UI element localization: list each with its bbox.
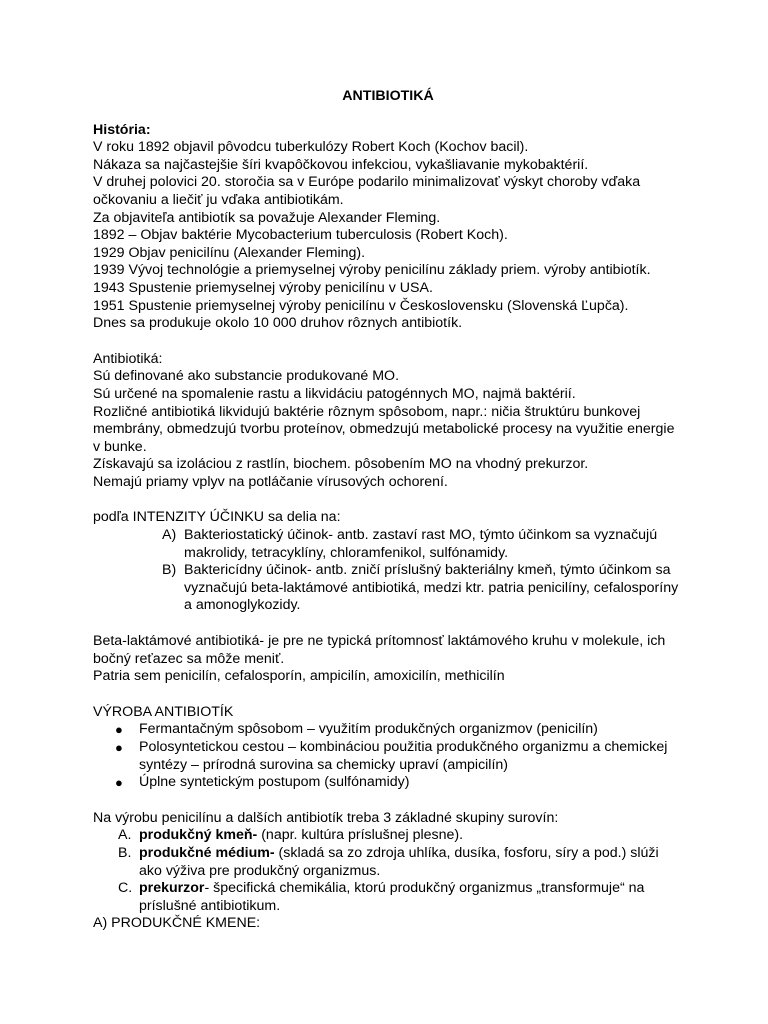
history-line: Nákaza sa najčastejšie šíri kvapôčkovou infekciou, vykašliavanie mykobaktérií.	[93, 156, 589, 173]
list-item-text: Úplne syntetickým postupom (sulfónamidy)	[139, 774, 410, 791]
history-line: 1892 – Objav baktérie Mycobacterium tuberculosis (Robert Koch).	[93, 227, 508, 244]
list-marker: B.	[118, 844, 132, 861]
production-heading: VÝROBA ANTIBIOTÍK	[93, 703, 234, 720]
strains-heading: A) PRODUKČNÉ KMENE:	[93, 915, 261, 932]
antibiotics-line: Sú určené na spomalenie rastu a likvidáciu patogénnych MO, najmä baktérií.	[93, 385, 576, 402]
document-page	[93, 88, 683, 933]
history-line: V roku 1892 objavil pôvodcu tuberkulózy Robert Koch (Kochov bacil).	[93, 139, 529, 156]
list-item-text: Baktericídny účinok- antb. zničí príslušný bakteriálny kmeň, týmto účinkom sa vyznačujú beta-laktámové antibiotiká, medzi ktr. patria penicilíny, cefalosporíny a amonoglykozidy.	[184, 562, 679, 614]
list-item	[93, 880, 683, 915]
production-list	[93, 721, 683, 791]
antibiotics-line: Rozličné antibiotiká likvidujú baktérie rôznym spôsobom, napr.: ničia štruktúru bunkovej membrány, obmedzujú tvorbu proteínov, obmedzujú metabolické procesy na využitie energie v bunke.	[93, 403, 675, 455]
list-marker: C.	[118, 880, 133, 897]
list-item	[93, 562, 683, 615]
list-item	[93, 721, 683, 739]
list-item-text: (napr. kultúra príslušnej plesne).	[257, 827, 464, 844]
bullet-icon: ●	[115, 722, 123, 738]
term: prekurzor	[139, 880, 205, 897]
list-marker: A.	[118, 827, 132, 844]
spacer	[93, 686, 683, 704]
list-item	[93, 527, 683, 562]
materials-list	[93, 827, 683, 915]
list-item-text: (skladá sa zo zdroja uhlíka, dusíka, fosforu, síry a pod.) slúži ako výživa pre produkčný organizmus.	[139, 844, 659, 879]
bullet-icon: ●	[115, 740, 123, 755]
spacer	[93, 792, 683, 810]
list-marker: B)	[162, 562, 177, 579]
bullet-icon: ●	[115, 775, 123, 791]
list-item-text: Polosyntetickou cestou – kombináciou použitia produkčného organizmu a chemickej syntézy – prírodná surovina sa chemicky upraví (ampicilín)	[139, 739, 668, 773]
antibiotics-line: Získavajú sa izoláciou z rastlín, biochem. pôsobením MO na vhodný prekurzor.	[93, 456, 589, 473]
list-item	[93, 845, 683, 880]
history-line: Dnes sa produkuje okolo 10 000 druhov rôznych antibiotík.	[93, 315, 463, 332]
history-line: 1929 Objav penicilínu (Alexander Fleming).	[93, 244, 366, 261]
antibiotics-line: Sú definované ako substancie produkované MO.	[93, 368, 400, 385]
list-item	[93, 774, 683, 792]
history-line: Za objaviteľa antibiotík sa považuje Alexander Fleming.	[93, 209, 441, 226]
history-line: 1943 Spustenie priemyselnej výroby penicilínu v USA.	[93, 279, 433, 296]
intensity-heading: podľa INTENZITY ÚČINKU sa delia na:	[93, 509, 341, 526]
list-item	[93, 827, 683, 845]
list-item-text: - špecifická chemikália, ktorú produkčný organizmus „transformuje“ na príslušné antibiotikum.	[139, 880, 645, 914]
list-item	[93, 739, 683, 774]
antibiotics-heading: Antibiotiká:	[93, 350, 163, 367]
antibiotics-line: Nemajú priamy vplyv na potláčanie vírusových ochorení.	[93, 473, 448, 490]
spacer	[93, 615, 683, 633]
list-item-text: Fermantačným spôsobom – využitím produkčných organizmov (penicilín)	[139, 721, 598, 738]
document-title: ANTIBIOTIKÁ	[342, 88, 434, 104]
materials-heading: Na výrobu penicilínu a dalších antibiotík treba 3 základné skupiny surovín:	[93, 809, 559, 826]
beta-lactam-line: Beta-laktámové antibiotiká- je pre ne typická prítomnosť laktámového kruhu v molekule, ich bočný reťazec sa môže meniť.	[93, 633, 666, 667]
list-item-text: Bakteriostatický účinok- antb. zastaví rast MO, týmto účinkom sa vyznačujú makrolidy, tetracyklíny, chloramfenikol, sulfónamidy.	[184, 527, 658, 561]
term: produkčný kmeň-	[139, 827, 258, 844]
history-heading: História:	[93, 121, 151, 138]
spacer	[93, 333, 683, 351]
history-line: 1939 Vývoj technológie a priemyselnej výroby penicilínu základy priem. výroby antibiotík.	[93, 262, 651, 279]
history-line: 1951 Spustenie priemyselnej výroby penicilínu v Československu (Slovenská Ľupča).	[93, 297, 629, 314]
spacer	[93, 491, 683, 509]
beta-lactam-line: Patria sem penicilín, cefalosporín, ampicilín, amoxicilín, methicilín	[93, 668, 505, 685]
history-line: V druhej polovici 20. storočia sa v Európe podarilo minimalizovať výskyt choroby vďaka očkovaniu a liečiť ju vďaka antibiotikám.	[93, 174, 641, 208]
list-marker: A)	[162, 527, 177, 544]
intensity-list	[93, 527, 683, 615]
term: produkčné médium-	[139, 844, 275, 861]
